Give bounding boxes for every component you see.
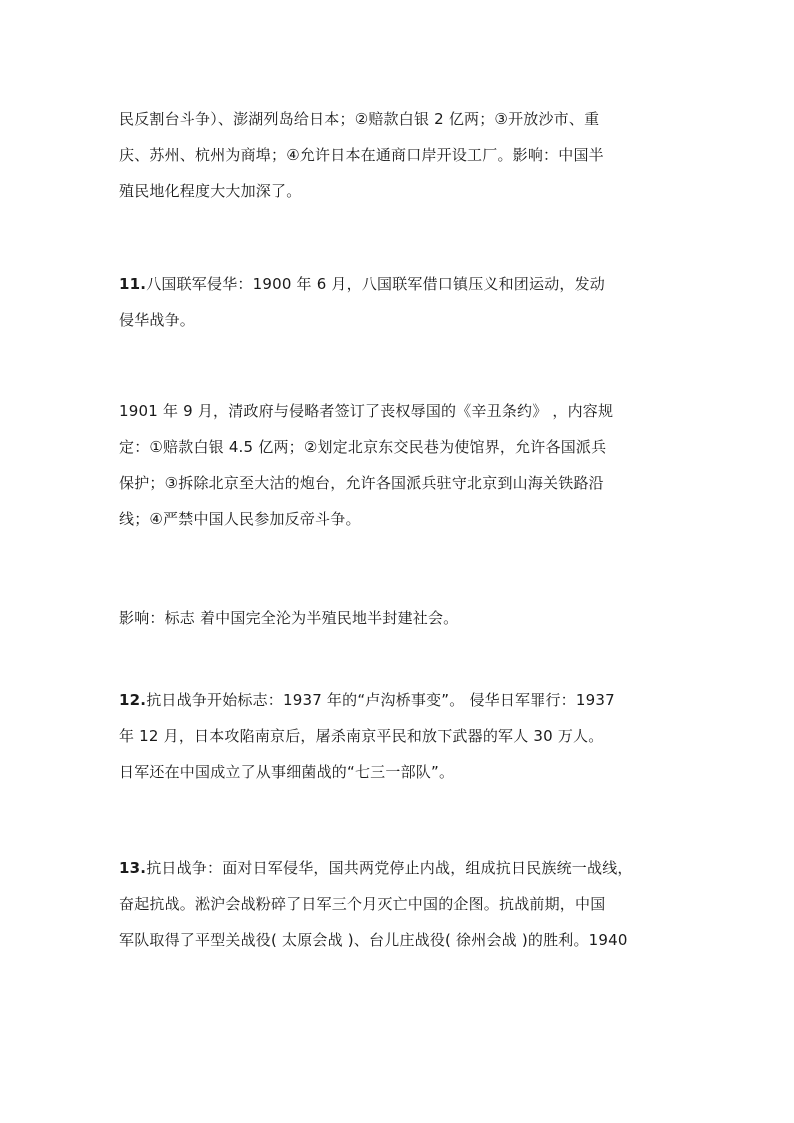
text-line: 殖民地化程度大大加深了。 xyxy=(119,182,302,200)
text-line: 保护；③拆除北京至大沽的炮台，允许各国派兵驻守北京到山海关铁路沿 xyxy=(119,474,604,492)
paragraph-influence xyxy=(119,600,679,636)
text-line: 侵华战争。 xyxy=(119,311,196,329)
text-line: 线；④严禁中国人民参加反帝斗争。 xyxy=(119,510,361,528)
item-number: 13. xyxy=(119,859,147,877)
text-line: 抗日战争开始标志：1937 年的“卢沟桥事变”。 侵华日军罪行：1937 xyxy=(146,691,615,709)
text-line: 奋起抗战。淞沪会战粉碎了日军三个月灭亡中国的企图。抗战前期，中国 xyxy=(119,895,606,913)
text-line: 影响：标志 着中国完全沦为半殖民地半封建社会。 xyxy=(119,609,459,627)
text-line: 民反割台斗争）、澎湖列岛给日本；②赔款白银 2 亿两；③开放沙市、重 xyxy=(119,110,600,128)
item-number: 11. xyxy=(119,275,147,293)
paragraph-12-anti-japanese-war-start xyxy=(119,682,679,790)
text-line: 军队取得了平型关战役( 太原会战 )、台儿庄战役( 徐州会战 )的胜利。1940 xyxy=(119,931,628,949)
paragraph-treaty-shimonoseki-terms xyxy=(119,101,679,209)
text-line: 抗日战争：面对日军侵华，国共两党停止内战，组成抗日民族统一战线， xyxy=(146,859,633,877)
item-number: 12. xyxy=(119,691,147,709)
paragraph-11-eight-nation-alliance xyxy=(119,266,679,338)
text-line: 日军还在中国成立了从事细菌战的“七三一部队”。 xyxy=(119,763,455,781)
text-line: 定：①赔款白银 4.5 亿两；②划定北京东交民巷为使馆界，允许各国派兵 xyxy=(119,438,607,456)
text-line: 八国联军侵华：1900 年 6 月，八国联军借口镇压义和团运动，发动 xyxy=(146,275,606,293)
text-line: 年 12 月，日本攻陷南京后，屠杀南京平民和放下武器的军人 30 万人。 xyxy=(119,727,604,745)
paragraph-boxer-protocol xyxy=(119,393,679,537)
paragraph-13-anti-japanese-war xyxy=(119,850,679,958)
text-line: 庆、苏州、杭州为商埠；④允许日本在通商口岸开设工厂。影响：中国半 xyxy=(119,146,604,164)
text-line: 1901 年 9 月，清政府与侵略者签订了丧权辱国的《辛丑条约》 ，内容规 xyxy=(119,402,614,420)
